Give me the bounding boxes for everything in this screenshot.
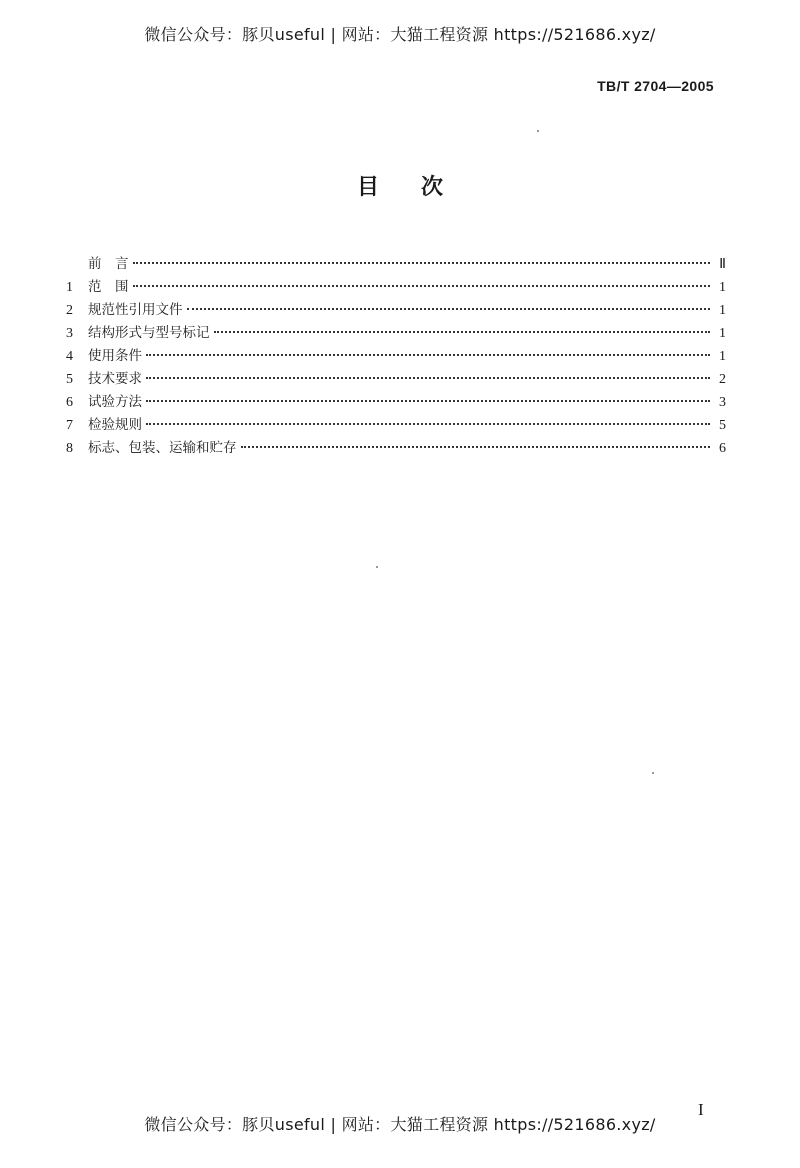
- toc-entry-4[interactable]: [66, 345, 726, 368]
- toc-entry-number: 3: [66, 326, 73, 341]
- toc-entry-number: 2: [66, 303, 73, 318]
- page-number: I: [698, 1100, 704, 1119]
- toc-entry-7[interactable]: [66, 414, 726, 437]
- toc-entry-5[interactable]: [66, 368, 726, 391]
- toc-leader-dots: [241, 445, 711, 448]
- toc-entry-8[interactable]: [66, 437, 726, 460]
- toc-leader-dots: [133, 284, 711, 287]
- table-of-contents: [66, 253, 726, 460]
- toc-entry-label: 范 围: [88, 279, 129, 295]
- toc-entry-number: 1: [66, 280, 73, 295]
- toc-entry-page: 1: [719, 280, 726, 295]
- toc-entry-number: 5: [66, 372, 73, 387]
- toc-entry-number: 6: [66, 395, 73, 410]
- toc-entry-number: 7: [66, 418, 73, 433]
- toc-entry-page: 5: [719, 418, 726, 433]
- scan-speck: [537, 130, 539, 132]
- toc-entry-3[interactable]: [66, 322, 726, 345]
- toc-leader-dots: [187, 307, 711, 310]
- toc-leader-dots: [146, 353, 710, 356]
- toc-entry-page: Ⅱ: [719, 257, 726, 272]
- toc-entry-label: 前 言: [88, 256, 129, 272]
- toc-entry-page: 1: [719, 349, 726, 364]
- toc-leader-dots: [133, 261, 711, 264]
- watermark-top: 微信公众号：豚贝useful | 网站：大猫工程资源 https://521686.xyz/: [144, 25, 656, 44]
- toc-entry-page: 3: [719, 395, 726, 410]
- toc-entry-label: 规范性引用文件: [88, 302, 183, 318]
- toc-entry-1[interactable]: [66, 276, 726, 299]
- scan-speck: [652, 772, 654, 774]
- toc-leader-dots: [146, 399, 710, 402]
- toc-leader-dots: [214, 330, 711, 333]
- document-number: TB/T 2704—2005: [597, 78, 714, 94]
- toc-entry-number: 4: [66, 349, 73, 364]
- toc-entry-2[interactable]: [66, 299, 726, 322]
- toc-entry-label: 技术要求: [88, 371, 142, 387]
- toc-entry-label: 结构形式与型号标记: [88, 325, 210, 341]
- toc-entry-label: 试验方法: [88, 394, 142, 410]
- toc-entry-page: 2: [719, 372, 726, 387]
- toc-leader-dots: [146, 376, 710, 379]
- page-title: 目次: [356, 175, 485, 200]
- watermark-bottom: 微信公众号：豚贝useful | 网站：大猫工程资源 https://521686.xyz/: [144, 1115, 656, 1134]
- toc-entry-label: 使用条件: [88, 348, 142, 364]
- toc-entry-page: 1: [719, 326, 726, 341]
- toc-entry-label: 标志、包装、运输和贮存: [88, 440, 237, 456]
- toc-entry-label: 检验规则: [88, 417, 142, 433]
- toc-entry-6[interactable]: [66, 391, 726, 414]
- scan-speck: [376, 566, 378, 568]
- toc-entry-foreword[interactable]: [66, 253, 726, 276]
- toc-entry-page: 6: [719, 441, 726, 456]
- toc-entry-number: 8: [66, 441, 73, 456]
- toc-entry-page: 1: [719, 303, 726, 318]
- toc-leader-dots: [146, 422, 710, 425]
